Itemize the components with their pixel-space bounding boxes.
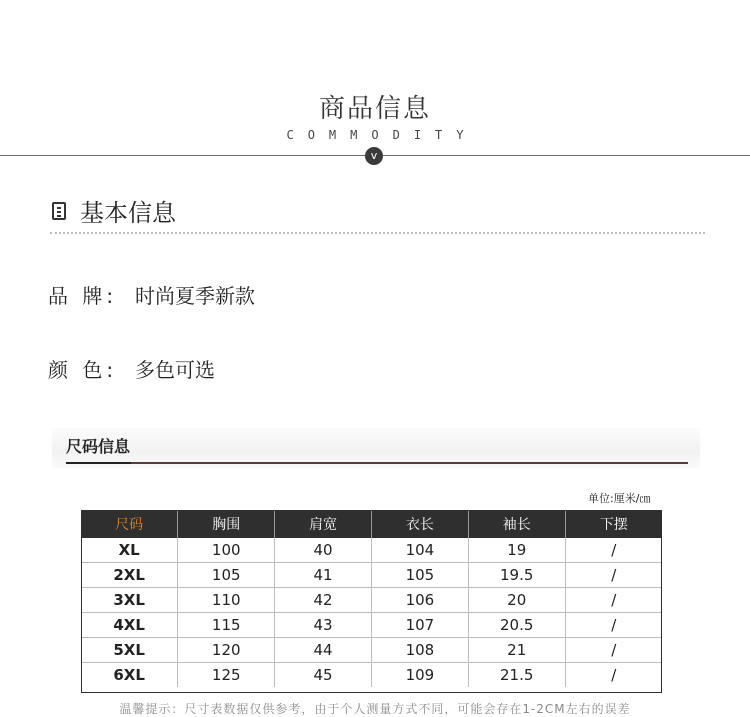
cell-chest: 100 [178, 538, 275, 563]
cell-sleeve: 20.5 [468, 613, 565, 638]
cell-size: 5XL [81, 638, 178, 663]
size-table [81, 510, 662, 687]
col-hem: 下摆 [565, 510, 662, 538]
cell-hem: / [565, 588, 662, 613]
brand-value: 时尚夏季新款 [135, 284, 255, 308]
col-chest: 胸围 [178, 510, 275, 538]
cell-hem: / [565, 613, 662, 638]
cell-shoulder: 44 [275, 638, 372, 663]
table-row [81, 613, 662, 638]
col-length: 衣长 [371, 510, 468, 538]
size-table-header [81, 510, 662, 538]
cell-hem: / [565, 538, 662, 563]
cell-sleeve: 19.5 [468, 563, 565, 588]
color-value: 多色可选 [135, 358, 215, 382]
cell-size: 6XL [81, 663, 178, 688]
col-sleeve: 袖长 [468, 510, 565, 538]
section-subtitle: COMMODITY [286, 128, 478, 142]
cell-shoulder: 41 [275, 563, 372, 588]
cell-chest: 125 [178, 663, 275, 688]
table-row [81, 638, 662, 663]
cell-chest: 105 [178, 563, 275, 588]
cell-shoulder: 43 [275, 613, 372, 638]
cell-hem: / [565, 663, 662, 688]
cell-length: 105 [371, 563, 468, 588]
unit-label: 单位:厘米/㎝ [588, 492, 651, 505]
col-size: 尺码 [81, 510, 178, 538]
cell-length: 106 [371, 588, 468, 613]
cell-chest: 115 [178, 613, 275, 638]
section-title: 商品信息 [318, 94, 431, 124]
cell-length: 104 [371, 538, 468, 563]
brand-label: 品 牌: [48, 284, 118, 308]
size-info-title: 尺码信息 [66, 437, 131, 456]
cell-hem: / [565, 638, 662, 663]
cell-chest: 110 [178, 588, 275, 613]
cell-shoulder: 45 [275, 663, 372, 688]
basic-info-title: 基本信息 [80, 199, 176, 227]
cell-size: XL [118, 541, 140, 559]
table-row [81, 563, 662, 588]
cell-length: 109 [371, 663, 468, 688]
dotted-divider [50, 232, 705, 234]
cell-chest: 120 [178, 638, 275, 663]
cell-shoulder: 40 [275, 538, 372, 563]
cell-size: 3XL [81, 588, 178, 613]
cell-shoulder: 42 [275, 588, 372, 613]
cell-size: 4XL [81, 613, 178, 638]
size-info-underline-accent [66, 462, 131, 464]
document-list-icon [52, 202, 66, 220]
cell-length: 107 [371, 613, 468, 638]
col-shoulder: 肩宽 [275, 510, 372, 538]
size-info-underline [66, 462, 688, 464]
cell-sleeve: 20 [468, 588, 565, 613]
chevron-down-icon: v [365, 147, 383, 165]
cell-sleeve: 19 [468, 538, 565, 563]
table-row [81, 588, 662, 613]
color-label: 颜 色: [48, 358, 118, 382]
cell-hem: / [565, 563, 662, 588]
size-tip: 温馨提示：尺寸表数据仅供参考，由于个人测量方式不同，可能会存在1-2CM左右的误差 [119, 702, 631, 716]
cell-sleeve: 21 [468, 638, 565, 663]
cell-size: 2XL [81, 563, 178, 588]
cell-length: 108 [371, 638, 468, 663]
cell-sleeve: 21.5 [468, 663, 565, 688]
table-row [81, 663, 662, 688]
table-row [81, 538, 662, 563]
